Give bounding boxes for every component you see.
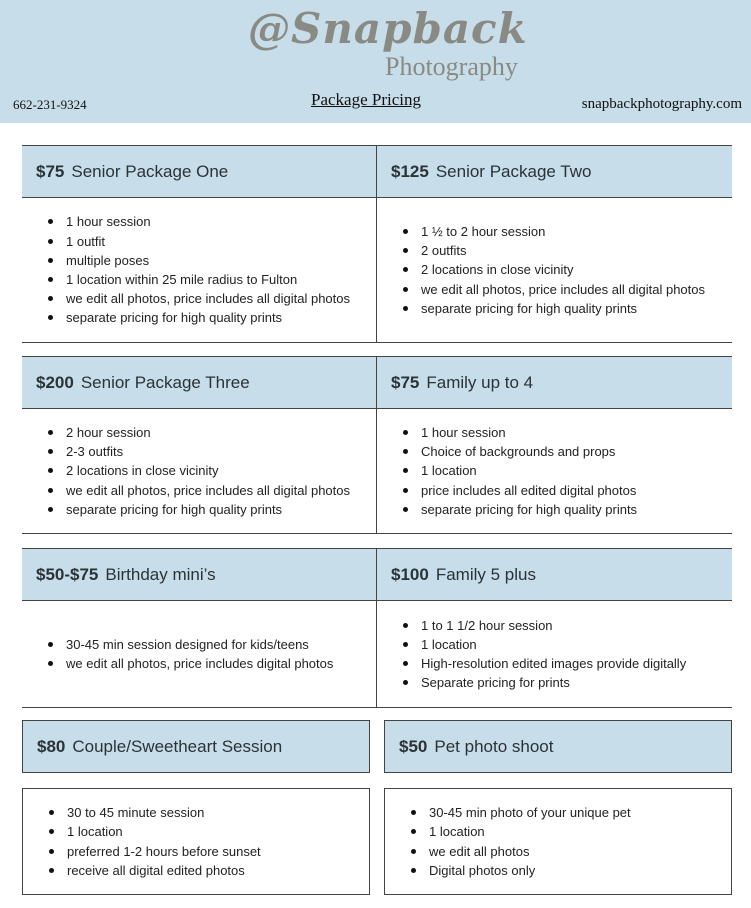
package-row-3: [22, 548, 732, 708]
feature-item: preferred 1-2 hours before sunset: [67, 842, 261, 861]
feature-item: 1 hour session: [66, 212, 350, 231]
package-name: Family 5 plus: [435, 564, 536, 584]
feature-item: we edit all photos: [429, 842, 631, 861]
feature-item: separate pricing for high quality prints: [421, 500, 637, 519]
feature-item: 1 location within 25 mile radius to Fulton: [66, 270, 350, 289]
package-body: [22, 788, 370, 895]
feature-item: we edit all photos, price includes all digital photos: [66, 289, 350, 308]
package-price: $100: [391, 564, 429, 584]
package-price: $200: [36, 372, 74, 392]
feature-item: 30 to 45 minute session: [67, 803, 261, 822]
feature-item: separate pricing for high quality prints: [66, 308, 350, 327]
feature-item: 2 hour session: [66, 423, 350, 442]
package-body: [384, 788, 732, 895]
package-price: $80: [37, 736, 66, 756]
feature-item: 1 outfit: [66, 232, 350, 251]
package-price: $75: [391, 372, 420, 392]
package-body: [377, 409, 732, 533]
package-header: [22, 146, 376, 198]
feature-item: 2 locations in close vicinity: [66, 461, 350, 480]
header-band: [0, 0, 751, 123]
package-name: Senior Package One: [71, 161, 229, 181]
logo-subtitle: Photography: [385, 52, 518, 81]
package-card: [22, 357, 377, 533]
package-header: [377, 146, 732, 198]
package-price: $75: [36, 161, 65, 181]
feature-item: Digital photos only: [429, 861, 631, 880]
package-header: [377, 549, 732, 601]
package-body: [377, 601, 732, 707]
feature-item: we edit all photos, price includes all digital photos: [421, 280, 705, 299]
feature-item: 1 location: [429, 822, 631, 841]
package-body: [377, 198, 732, 342]
feature-item: Choice of backgrounds and props: [421, 442, 637, 461]
feature-item: 1 location: [421, 461, 637, 480]
package-row-2: [22, 356, 732, 534]
feature-list: [22, 423, 350, 519]
feature-item: Separate pricing for prints: [421, 673, 686, 692]
feature-item: 1 location: [67, 822, 261, 841]
feature-item: 30-45 min photo of your unique pet: [429, 803, 631, 822]
feature-item: 1 ½ to 2 hour session: [421, 222, 705, 241]
feature-list: [385, 803, 631, 880]
feature-item: 1 to 1 1/2 hour session: [421, 616, 686, 635]
feature-item: 30-45 min session designed for kids/teens: [66, 635, 333, 654]
feature-item: 1 location: [421, 635, 686, 654]
feature-item: price includes all edited digital photos: [421, 481, 637, 500]
package-name: Birthday mini’s: [105, 564, 216, 584]
feature-item: 1 hour session: [421, 423, 637, 442]
feature-item: separate pricing for high quality prints: [421, 299, 705, 318]
package-card: [22, 146, 377, 342]
package-name: Senior Package Two: [435, 161, 592, 181]
package-body: [22, 409, 376, 533]
package-name: Couple/Sweetheart Session: [72, 736, 283, 756]
feature-list: [23, 803, 261, 880]
feature-list: [22, 212, 350, 327]
feature-item: 2-3 outfits: [66, 442, 350, 461]
page-title: Package Pricing: [311, 90, 421, 109]
feature-item: separate pricing for high quality prints: [66, 500, 350, 519]
package-card: [22, 549, 377, 707]
package-header: [22, 720, 370, 773]
logo-script: @Snapback: [248, 4, 528, 53]
package-header: [384, 720, 732, 773]
feature-list: [377, 222, 705, 318]
feature-item: 2 outfits: [421, 241, 705, 260]
package-body: [22, 198, 376, 342]
feature-item: 2 locations in close vicinity: [421, 260, 705, 279]
package-card: [377, 146, 732, 342]
feature-item: multiple poses: [66, 251, 350, 270]
package-card: [377, 549, 732, 707]
package-price: $50-$75: [36, 564, 99, 584]
feature-item: High-resolution edited images provide digitally: [421, 654, 686, 673]
package-header: [22, 357, 376, 409]
package-card: [377, 357, 732, 533]
feature-item: receive all digital edited photos: [67, 861, 261, 880]
package-header: [377, 357, 732, 409]
package-body: [22, 601, 376, 707]
feature-item: we edit all photos, price includes all digital photos: [66, 481, 350, 500]
package-name: Family up to 4: [426, 372, 534, 392]
package-name: Pet photo shoot: [434, 736, 554, 756]
feature-list: [22, 635, 333, 673]
website-url: snapbackphotography.com: [581, 96, 742, 112]
package-header: [22, 549, 376, 601]
feature-item: we edit all photos, price includes digital photos: [66, 654, 333, 673]
phone-number: 662-231-9324: [13, 97, 87, 112]
package-name: Senior Package Three: [80, 372, 250, 392]
feature-list: [377, 423, 637, 519]
feature-list: [377, 616, 686, 693]
package-price: $50: [399, 736, 428, 756]
package-price: $125: [391, 161, 429, 181]
package-row-1: [22, 145, 732, 343]
